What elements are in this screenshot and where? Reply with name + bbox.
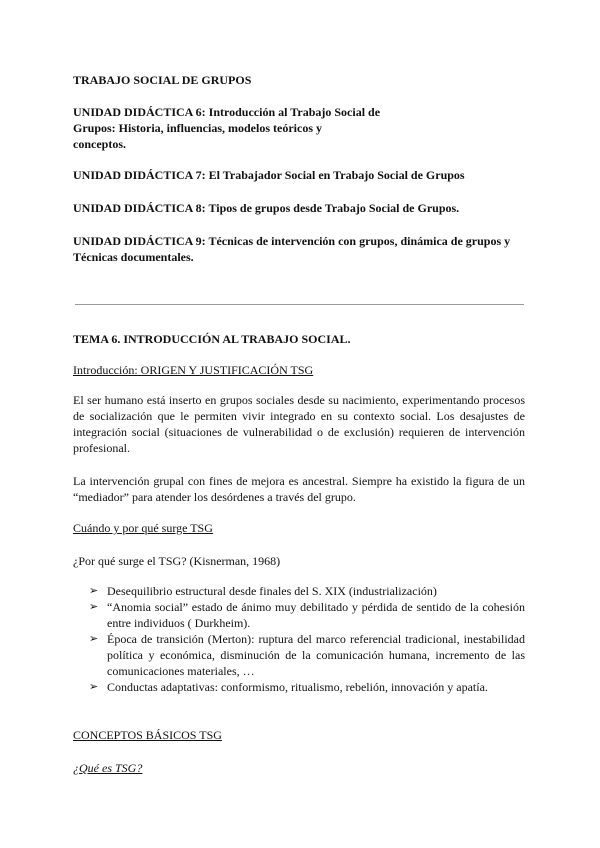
unit-6 [73, 104, 525, 152]
list-item [73, 583, 525, 599]
document-title: TRABAJO SOCIAL DE GRUPOS [73, 73, 252, 87]
list-item [73, 631, 525, 679]
list-item-text: Conductas adaptativas: conformismo, ritualismo, rebelión, innovación y apatía. [107, 680, 488, 694]
intro-paragraph-1: El ser humano está inserto en grupos sociales desde su nacimiento, experimentando procesos de socialización que le permiten vivir integrado en su contexto social. Los desajustes de integración social (situaciones de vulnerabilidad o de exclusión) requieren de intervención profesional. [73, 393, 525, 455]
section-divider [75, 304, 524, 305]
concepts-heading: CONCEPTOS BÁSICOS TSG [73, 728, 222, 742]
unit-6-line-2: Grupos: Historia, influencias, modelos teóricos y [73, 121, 322, 135]
arrowhead-bullet-icon: ➢ [89, 680, 99, 693]
list-item-text: Época de transición (Merton): ruptura del marco referencial tradicional, inestabilidad política y económica, disminución de la comunicación humana, incremento de las comunicaciones materiales, … [107, 632, 525, 678]
why-question: ¿Por qué surge el TSG? (Kisnerman, 1968) [73, 554, 281, 568]
intro-heading: Introducción: ORIGEN Y JUSTIFICACIÓN TSG [73, 363, 314, 377]
arrowhead-bullet-icon: ➢ [89, 632, 99, 645]
list-item-text: “Anomia social” estado de ánimo muy debilitado y pérdida de sentido de la cohesión entre individuos ( Durkheim). [107, 600, 525, 630]
unit-7: UNIDAD DIDÁCTICA 7: El Trabajador Social en Trabajo Social de Grupos [73, 168, 465, 182]
unit-9-line-2: Técnicas documentales. [73, 250, 194, 264]
unit-9 [73, 233, 525, 265]
list-item [73, 599, 525, 631]
unit-6-line-1: UNIDAD DIDÁCTICA 6: Introducción al Trabajo Social de [73, 105, 381, 119]
list-item-text: Desequilibrio estructural desde finales del S. XIX (industrialización) [107, 584, 437, 598]
unit-9-line-1: UNIDAD DIDÁCTICA 9: Técnicas de intervención con grupos, dinámica de grupos y [73, 234, 511, 248]
tema-title: TEMA 6. INTRODUCCIÓN AL TRABAJO SOCIAL. [73, 332, 351, 346]
what-question: ¿Qué es TSG? [73, 761, 143, 775]
when-heading: Cuándo y por qué surge TSG [73, 521, 213, 535]
list-item [73, 679, 525, 695]
intro-paragraph-2: La intervención grupal con fines de mejora es ancestral. Siempre ha existido la figura de un “mediador” para atender los desórdenes a través del grupo. [73, 474, 525, 504]
arrowhead-bullet-icon: ➢ [89, 600, 99, 613]
unit-6-line-3: conceptos. [73, 137, 126, 151]
arrowhead-bullet-icon: ➢ [89, 584, 99, 597]
unit-8: UNIDAD DIDÁCTICA 8: Tipos de grupos desde Trabajo Social de Grupos. [73, 201, 460, 215]
reasons-list [73, 583, 525, 695]
